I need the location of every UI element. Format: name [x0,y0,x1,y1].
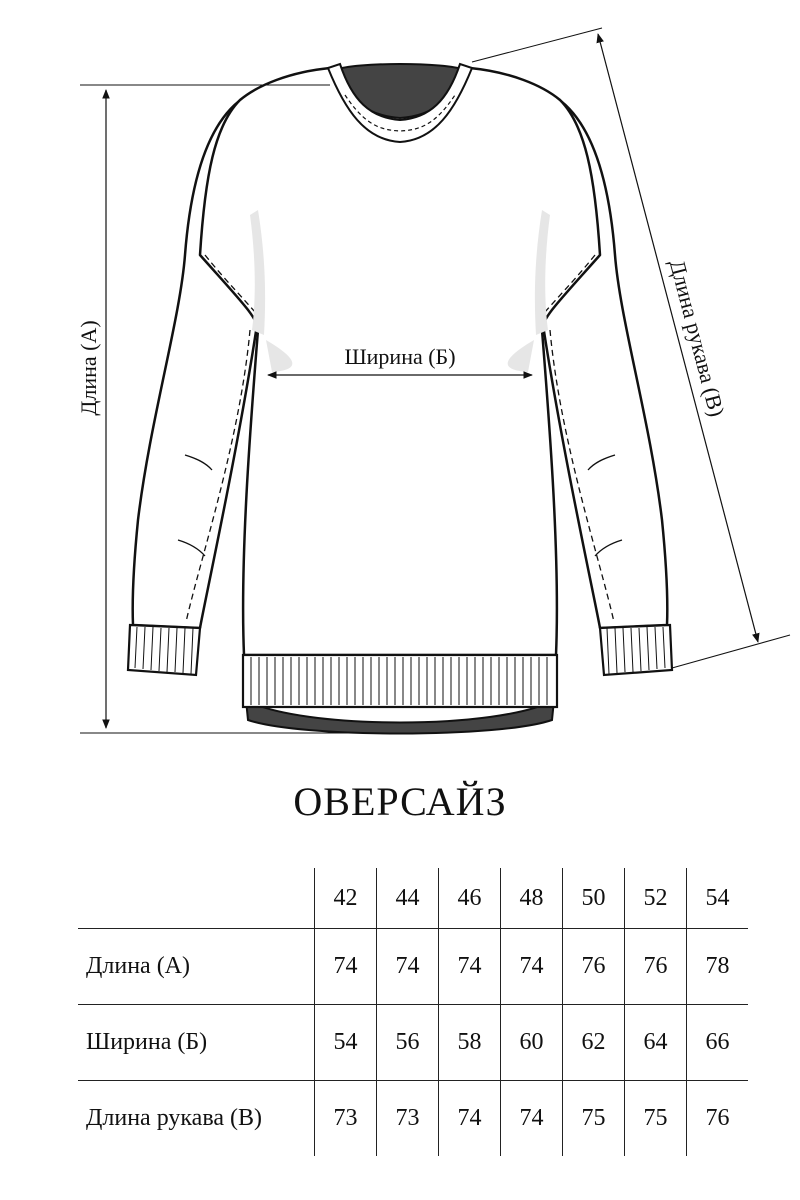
table-cell: 58 [439,1005,501,1081]
row-label: Длина рукава (В) [78,1081,315,1157]
size-header-cell: 44 [377,868,439,929]
row-label: Ширина (Б) [78,1005,315,1081]
table-cell: 74 [439,929,501,1005]
table-cell: 76 [687,1081,749,1157]
size-header-cell: 50 [563,868,625,929]
corner-cell [78,868,315,929]
sleeve-label: Длина рукава (В) [664,256,730,420]
table-cell: 66 [687,1005,749,1081]
table-cell: 60 [501,1005,563,1081]
fit-title: ОВЕРСАЙЗ [293,779,507,824]
table-cell: 74 [439,1081,501,1157]
row-label: Длина (А) [78,929,315,1005]
table-cell: 62 [563,1005,625,1081]
size-header-cell: 52 [625,868,687,929]
table-cell: 54 [315,1005,377,1081]
length-label: Длина (А) [76,320,101,416]
table-cell: 76 [625,929,687,1005]
table-cell: 64 [625,1005,687,1081]
table-cell: 75 [625,1081,687,1157]
table-cell: 75 [563,1081,625,1157]
size-header-cell: 42 [315,868,377,929]
size-header-row [78,868,748,929]
table-cell: 74 [315,929,377,1005]
width-label: Ширина (Б) [344,344,456,369]
table-cell: 78 [687,929,749,1005]
table-row-sleeve [78,1081,748,1157]
table-row-width [78,1005,748,1081]
table-cell: 76 [563,929,625,1005]
table-cell: 73 [377,1081,439,1157]
size-header-cell: 54 [705,884,730,911]
size-header-cell: 46 [439,868,501,929]
table-row-length [78,929,748,1005]
table-cell: 56 [377,1005,439,1081]
hem-rib [243,655,557,707]
size-header-cell: 48 [501,868,563,929]
size-table [78,868,748,1156]
table-cell: 74 [501,929,563,1005]
table-cell: 73 [315,1081,377,1157]
table-cell: 74 [377,929,439,1005]
table-cell: 74 [501,1081,563,1157]
